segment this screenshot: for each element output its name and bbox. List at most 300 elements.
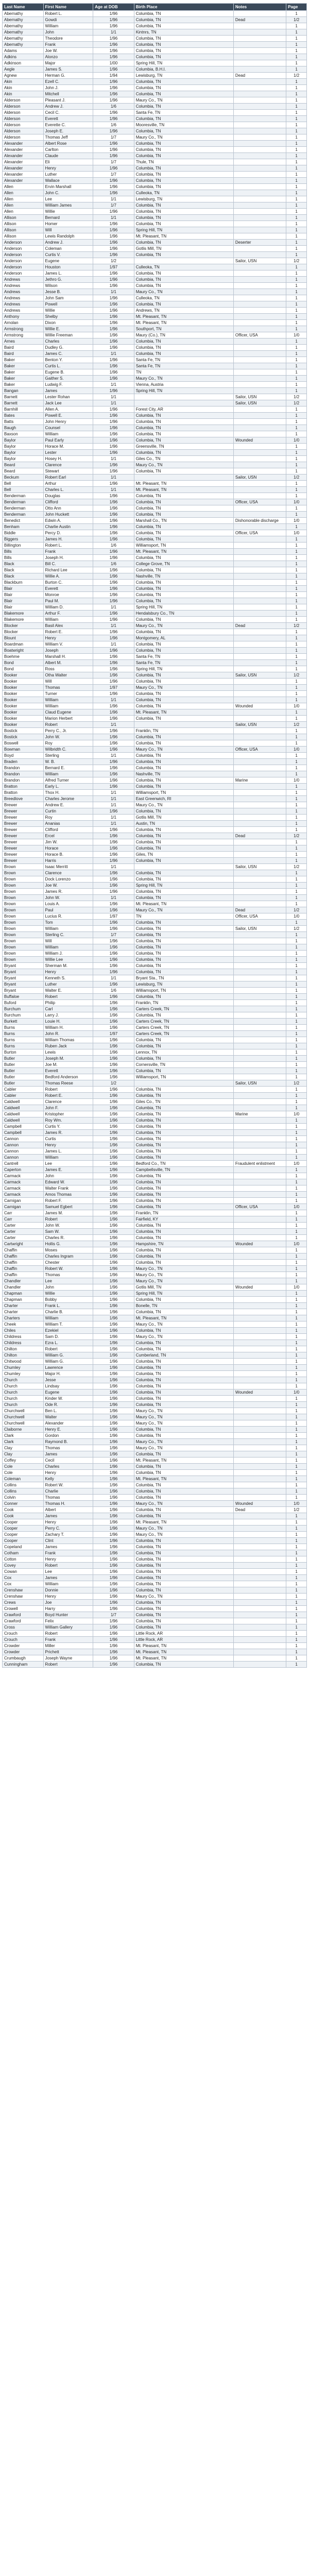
cell-last-name: Armstrong bbox=[3, 332, 44, 338]
cell-birth-place: Fairfield, KY bbox=[134, 1216, 233, 1223]
table-row bbox=[3, 864, 307, 870]
cell-page: 1 bbox=[286, 567, 307, 573]
cell-first-name: Wallace bbox=[43, 178, 93, 184]
table-row bbox=[3, 314, 307, 320]
cell-birth-place: Carters Creek, TN bbox=[134, 1006, 233, 1012]
header-last-name[interactable]: Last Name bbox=[3, 4, 44, 11]
cell-first-name: Charles Jerome bbox=[43, 796, 93, 802]
cell-notes bbox=[233, 938, 286, 944]
cell-age-at-dob: 1/7 bbox=[93, 159, 134, 165]
cell-age-at-dob: 1/96 bbox=[93, 209, 134, 215]
cell-page: 1 bbox=[286, 1346, 307, 1352]
cell-age-at-dob: 1/96 bbox=[93, 611, 134, 617]
cell-last-name: Benderman bbox=[3, 493, 44, 499]
cell-first-name: Percy D. bbox=[43, 530, 93, 536]
cell-birth-place: Columbia, TN bbox=[134, 530, 233, 536]
cell-notes bbox=[233, 1606, 286, 1612]
table-row bbox=[3, 215, 307, 221]
cell-first-name: Ben L. bbox=[43, 1408, 93, 1414]
table-row bbox=[3, 561, 307, 567]
cell-birth-place: Columbia, TN bbox=[134, 1470, 233, 1476]
cell-age-at-dob: 1/96 bbox=[93, 116, 134, 122]
cell-last-name: Caldwell bbox=[3, 1111, 44, 1117]
cell-birth-place: Columbia, TN bbox=[134, 524, 233, 530]
cell-notes bbox=[233, 29, 286, 36]
cell-page: 1 bbox=[286, 1062, 307, 1068]
cell-birth-place: Columbia, TN bbox=[134, 580, 233, 586]
cell-age-at-dob: 1/96 bbox=[93, 1266, 134, 1272]
cell-last-name: Brown bbox=[3, 926, 44, 932]
table-row bbox=[3, 134, 307, 141]
cell-last-name: Coleman bbox=[3, 1476, 44, 1482]
cell-last-name: Blair bbox=[3, 592, 44, 598]
cell-page: 1 bbox=[286, 944, 307, 951]
cell-last-name: Andrews bbox=[3, 301, 44, 308]
cell-page: 1 bbox=[286, 1185, 307, 1192]
cell-first-name: John C. bbox=[43, 190, 93, 196]
cell-birth-place: Santa Fe, TN bbox=[134, 363, 233, 369]
cell-birth-place: Columbia, TN bbox=[134, 1359, 233, 1365]
cell-notes bbox=[233, 505, 286, 512]
cell-notes bbox=[233, 406, 286, 413]
cell-page: 1 bbox=[286, 1179, 307, 1185]
cell-last-name: Childress bbox=[3, 1334, 44, 1340]
cell-page: 1/0 bbox=[286, 1389, 307, 1396]
table-row bbox=[3, 1501, 307, 1507]
cell-birth-place: Columbia, TN bbox=[134, 1043, 233, 1049]
cell-last-name: Bryant bbox=[3, 981, 44, 988]
cell-first-name: Prichett bbox=[43, 1649, 93, 1655]
cell-last-name: Beckum bbox=[3, 474, 44, 481]
cell-birth-place: Williamsport, TN bbox=[134, 543, 233, 549]
cell-page: 1 bbox=[286, 165, 307, 172]
cell-last-name: Childress bbox=[3, 1340, 44, 1346]
table-row bbox=[3, 1266, 307, 1272]
cell-age-at-dob: 1/96 bbox=[93, 1179, 134, 1185]
cell-first-name: Major bbox=[43, 60, 93, 66]
table-row bbox=[3, 394, 307, 400]
cell-notes bbox=[233, 1223, 286, 1229]
cell-page: 1 bbox=[286, 345, 307, 351]
cell-birth-place: Mt. Pleasant, TN bbox=[134, 1476, 233, 1482]
cell-age-at-dob: 1/96 bbox=[93, 1575, 134, 1581]
cell-birth-place: Columbia, TN bbox=[134, 1495, 233, 1501]
cell-first-name: William bbox=[43, 617, 93, 623]
cell-page: 1/0 bbox=[286, 777, 307, 784]
cell-last-name: Butler bbox=[3, 1068, 44, 1074]
cell-birth-place: Columbia, TN bbox=[134, 215, 233, 221]
cell-last-name: Anderson bbox=[3, 252, 44, 258]
cell-notes bbox=[233, 944, 286, 951]
table-row bbox=[3, 623, 307, 629]
cell-birth-place: Columbia, TN bbox=[134, 54, 233, 60]
cell-last-name: Crawford bbox=[3, 1612, 44, 1618]
cell-last-name: Baxson bbox=[3, 431, 44, 437]
cell-age-at-dob: 1/96 bbox=[93, 1087, 134, 1093]
cell-first-name: Powell E. bbox=[43, 413, 93, 419]
table-row bbox=[3, 116, 307, 122]
cell-last-name: Carter bbox=[3, 1235, 44, 1241]
cell-notes bbox=[233, 1272, 286, 1278]
cell-notes bbox=[233, 1074, 286, 1080]
table-row bbox=[3, 747, 307, 753]
cell-notes bbox=[233, 159, 286, 165]
cell-birth-place: Columbia, TN bbox=[134, 1229, 233, 1235]
cell-page: 1 bbox=[286, 351, 307, 357]
cell-first-name: Wilson bbox=[43, 283, 93, 289]
cell-age-at-dob: 1/96 bbox=[93, 1439, 134, 1445]
cell-birth-place: Santa Fe, TN bbox=[134, 357, 233, 363]
cell-birth-place: Maury Co., TN bbox=[134, 462, 233, 468]
cell-first-name: Thomas H. bbox=[43, 1501, 93, 1507]
cell-age-at-dob: 1/96 bbox=[93, 1068, 134, 1074]
cell-first-name: John J. bbox=[43, 85, 93, 91]
cell-first-name: Sherman M. bbox=[43, 963, 93, 969]
cell-first-name: Wilbridth C. bbox=[43, 747, 93, 753]
table-row bbox=[3, 549, 307, 555]
cell-notes: Sailor, USN bbox=[233, 400, 286, 406]
table-row bbox=[3, 1581, 307, 1587]
table-row bbox=[3, 839, 307, 845]
cell-page: 1 bbox=[286, 338, 307, 345]
cell-last-name: Blocker bbox=[3, 629, 44, 635]
cell-birth-place: Columbia, TN bbox=[134, 116, 233, 122]
cell-age-at-dob: 1/96 bbox=[93, 240, 134, 246]
cell-first-name: James bbox=[43, 1575, 93, 1581]
cell-birth-place: Columbia, TN bbox=[134, 1192, 233, 1198]
cell-age-at-dob: 1/96 bbox=[93, 889, 134, 895]
cell-page: 1 bbox=[286, 481, 307, 487]
cell-age-at-dob: 1/96 bbox=[93, 926, 134, 932]
cell-last-name: Barnett bbox=[3, 400, 44, 406]
cell-last-name: Bratton bbox=[3, 790, 44, 796]
table-row bbox=[3, 586, 307, 592]
cell-last-name: Cooper bbox=[3, 1526, 44, 1532]
cell-first-name: Alexander bbox=[43, 1420, 93, 1427]
cell-birth-place: Columbia, TN bbox=[134, 1563, 233, 1569]
cell-notes bbox=[233, 1235, 286, 1241]
cell-page: 1 bbox=[286, 1334, 307, 1340]
cell-first-name: Dudley G. bbox=[43, 345, 93, 351]
cell-page: 1 bbox=[286, 1587, 307, 1594]
cell-notes bbox=[233, 1303, 286, 1309]
cell-last-name: Alderson bbox=[3, 116, 44, 122]
cell-birth-place: Columbia, TN bbox=[134, 1148, 233, 1155]
cell-age-at-dob: 1/96 bbox=[93, 870, 134, 876]
cell-page: 1/2 bbox=[286, 672, 307, 679]
cell-notes bbox=[233, 1655, 286, 1662]
cell-last-name: Boardman bbox=[3, 641, 44, 648]
table-row bbox=[3, 363, 307, 369]
cell-birth-place: Nashville, TN bbox=[134, 771, 233, 777]
cell-last-name: Crowder bbox=[3, 1643, 44, 1649]
cell-first-name: Ezell C. bbox=[43, 79, 93, 85]
cell-last-name: Bratton bbox=[3, 784, 44, 790]
table-row bbox=[3, 1495, 307, 1501]
table-row bbox=[3, 740, 307, 747]
table-row bbox=[3, 450, 307, 456]
cell-last-name: Abernathy bbox=[3, 42, 44, 48]
cell-page: 1 bbox=[286, 889, 307, 895]
table-row bbox=[3, 1229, 307, 1235]
cell-page: 1 bbox=[286, 876, 307, 883]
cell-notes bbox=[233, 1321, 286, 1328]
cell-notes bbox=[233, 839, 286, 845]
cell-last-name: Akin bbox=[3, 79, 44, 85]
cell-notes bbox=[233, 629, 286, 635]
cell-last-name: Alexander bbox=[3, 147, 44, 153]
cell-notes: Dishonorable discharge bbox=[233, 518, 286, 524]
cell-last-name: Chapman bbox=[3, 1297, 44, 1303]
cell-notes: Officer, USA bbox=[233, 913, 286, 920]
cell-first-name: Willie bbox=[43, 1291, 93, 1297]
cell-notes: Sailor, USN bbox=[233, 672, 286, 679]
table-row bbox=[3, 1136, 307, 1142]
cell-age-at-dob: 1/96 bbox=[93, 1272, 134, 1278]
header-age-at-dob[interactable]: Age at DOB bbox=[93, 4, 134, 11]
cell-first-name: Harris bbox=[43, 858, 93, 864]
cell-page: 1 bbox=[286, 1526, 307, 1532]
cell-page: 1 bbox=[286, 1624, 307, 1631]
table-row bbox=[3, 815, 307, 821]
cell-first-name: William Thomas bbox=[43, 1037, 93, 1043]
header-page[interactable]: Page bbox=[286, 4, 307, 11]
cell-last-name: Carr bbox=[3, 1216, 44, 1223]
cell-age-at-dob: 1/96 bbox=[93, 771, 134, 777]
table-row bbox=[3, 474, 307, 481]
cell-first-name: Ezekiel bbox=[43, 1328, 93, 1334]
table-row bbox=[3, 42, 307, 48]
cell-age-at-dob: 1/96 bbox=[93, 1161, 134, 1167]
cell-age-at-dob: 1/96 bbox=[93, 1235, 134, 1241]
table-row bbox=[3, 1464, 307, 1470]
cell-notes bbox=[233, 289, 286, 295]
table-row bbox=[3, 907, 307, 913]
cell-first-name: James H. bbox=[43, 536, 93, 543]
cell-birth-place: Lewisburg, TN bbox=[134, 981, 233, 988]
cell-page: 1 bbox=[286, 604, 307, 611]
table-row bbox=[3, 382, 307, 388]
table-row bbox=[3, 1371, 307, 1377]
cell-age-at-dob: 1/96 bbox=[93, 1012, 134, 1019]
cell-age-at-dob: 1/96 bbox=[93, 1142, 134, 1148]
cell-last-name: Crowder bbox=[3, 1649, 44, 1655]
cell-page: 1/2 bbox=[286, 926, 307, 932]
cell-first-name: Alfred Turner bbox=[43, 777, 93, 784]
cell-last-name: Campbell bbox=[3, 1130, 44, 1136]
table-row bbox=[3, 1488, 307, 1495]
cell-age-at-dob: 1/96 bbox=[93, 1538, 134, 1544]
cell-birth-place: Mt. Pleasant, TN bbox=[134, 233, 233, 240]
cell-page: 1 bbox=[286, 1074, 307, 1080]
cell-age-at-dob: 1/96 bbox=[93, 1482, 134, 1488]
cell-page: 1 bbox=[286, 845, 307, 852]
cell-notes bbox=[233, 1105, 286, 1111]
cell-last-name: Booker bbox=[3, 691, 44, 697]
cell-age-at-dob: 1/7 bbox=[93, 932, 134, 938]
cell-last-name: Cotton bbox=[3, 1556, 44, 1563]
cell-birth-place: Columbia, TN bbox=[134, 419, 233, 425]
cell-first-name: Boyd Hunter bbox=[43, 1612, 93, 1618]
cell-page: 1 bbox=[286, 654, 307, 660]
cell-first-name: William bbox=[43, 1155, 93, 1161]
cell-notes bbox=[233, 753, 286, 759]
cell-page: 1 bbox=[286, 1563, 307, 1569]
cell-first-name: Lee bbox=[43, 1278, 93, 1284]
cell-notes bbox=[233, 740, 286, 747]
cell-age-at-dob: 1/96 bbox=[93, 938, 134, 944]
cell-last-name: Baker bbox=[3, 382, 44, 388]
cell-first-name: Joseph H. bbox=[43, 555, 93, 561]
cell-age-at-dob: 1/96 bbox=[93, 376, 134, 382]
cell-notes bbox=[233, 1439, 286, 1445]
cell-page: 1 bbox=[286, 1019, 307, 1025]
cell-age-at-dob: 1/96 bbox=[93, 1124, 134, 1130]
cell-page: 1 bbox=[286, 1216, 307, 1223]
cell-last-name: Alderson bbox=[3, 110, 44, 116]
cell-page: 1 bbox=[286, 382, 307, 388]
cell-notes: Wounded bbox=[233, 703, 286, 709]
cell-notes bbox=[233, 134, 286, 141]
cell-age-at-dob: 1/96 bbox=[93, 462, 134, 468]
table-row bbox=[3, 777, 307, 784]
cell-last-name: Coffey bbox=[3, 1458, 44, 1464]
cell-first-name: John Sam bbox=[43, 295, 93, 301]
cell-page: 1/0 bbox=[286, 1284, 307, 1291]
cell-first-name: Will bbox=[43, 938, 93, 944]
cell-birth-place: Columbia, TN bbox=[134, 617, 233, 623]
cell-first-name: Samuel Egbert bbox=[43, 1204, 93, 1210]
cell-last-name: Booker bbox=[3, 697, 44, 703]
cell-first-name: Bedford Anderson bbox=[43, 1074, 93, 1080]
cell-notes bbox=[233, 388, 286, 394]
cell-first-name: Marion Herbert bbox=[43, 716, 93, 722]
cell-birth-place: Columbia, TN bbox=[134, 172, 233, 178]
cell-first-name: John bbox=[43, 29, 93, 36]
cell-birth-place: Santa Fe, TN bbox=[134, 654, 233, 660]
cell-page: 1 bbox=[286, 808, 307, 815]
cell-age-at-dob: 1/1 bbox=[93, 29, 134, 36]
cell-birth-place: Hendalsbury Co., TN bbox=[134, 611, 233, 617]
table-row bbox=[3, 406, 307, 413]
cell-birth-place: Columbia, TN bbox=[134, 505, 233, 512]
cell-last-name: Chaffin bbox=[3, 1247, 44, 1253]
cell-page: 1 bbox=[286, 1612, 307, 1618]
cell-age-at-dob: 1/1 bbox=[93, 815, 134, 821]
cell-first-name: Mitchell bbox=[43, 91, 93, 97]
cell-age-at-dob: 1/96 bbox=[93, 845, 134, 852]
cell-birth-place: Columbia, TN bbox=[134, 895, 233, 901]
cell-first-name: Chester bbox=[43, 1260, 93, 1266]
cell-age-at-dob: 1/1 bbox=[93, 821, 134, 827]
cell-last-name: Clark bbox=[3, 1439, 44, 1445]
cell-page: 1 bbox=[286, 697, 307, 703]
cell-page: 1 bbox=[286, 1105, 307, 1111]
cell-last-name: Bond bbox=[3, 666, 44, 672]
cell-birth-place: Spring Hill, TN bbox=[134, 666, 233, 672]
cell-last-name: Black bbox=[3, 573, 44, 580]
cell-last-name: Cabler bbox=[3, 1093, 44, 1099]
cell-page: 1 bbox=[286, 1606, 307, 1612]
cell-notes bbox=[233, 555, 286, 561]
cell-age-at-dob: 1/97 bbox=[93, 913, 134, 920]
cell-page: 1 bbox=[286, 221, 307, 227]
table-row bbox=[3, 66, 307, 73]
cell-notes bbox=[233, 1025, 286, 1031]
header-row bbox=[3, 4, 307, 11]
cell-first-name: Sam W. bbox=[43, 1229, 93, 1235]
cell-page: 1 bbox=[286, 172, 307, 178]
table-row bbox=[3, 889, 307, 895]
cell-last-name: Baylor bbox=[3, 437, 44, 444]
cell-first-name: Kelly bbox=[43, 1476, 93, 1482]
cell-notes bbox=[233, 1155, 286, 1161]
cell-page: 1 bbox=[286, 555, 307, 561]
cell-birth-place: Columbia, TN bbox=[134, 1309, 233, 1315]
cell-birth-place: Carters Creek, TN bbox=[134, 1031, 233, 1037]
cell-age-at-dob: 1/96 bbox=[93, 1167, 134, 1173]
cell-last-name: Carter bbox=[3, 1229, 44, 1235]
cell-notes bbox=[233, 178, 286, 184]
cell-notes: Wounded bbox=[233, 1389, 286, 1396]
cell-first-name: Early L. bbox=[43, 784, 93, 790]
cell-age-at-dob: 1/96 bbox=[93, 1458, 134, 1464]
cell-last-name: Booker bbox=[3, 703, 44, 709]
cell-age-at-dob: 1/96 bbox=[93, 709, 134, 716]
cell-birth-place: Columbia, TN bbox=[134, 858, 233, 864]
header-notes[interactable]: Notes bbox=[233, 4, 286, 11]
cell-age-at-dob: 1/96 bbox=[93, 481, 134, 487]
cell-birth-place: Little Rock, AR bbox=[134, 1637, 233, 1643]
cell-last-name: Cunningham bbox=[3, 1662, 44, 1668]
cell-page: 1 bbox=[286, 932, 307, 938]
cell-notes bbox=[233, 301, 286, 308]
cell-notes bbox=[233, 536, 286, 543]
header-first-name[interactable]: First Name bbox=[43, 4, 93, 11]
cell-page: 1 bbox=[286, 1056, 307, 1062]
cell-notes bbox=[233, 994, 286, 1000]
cell-first-name: Charlie B. bbox=[43, 1309, 93, 1315]
cell-last-name: Brown bbox=[3, 951, 44, 957]
cell-last-name: Carmack bbox=[3, 1192, 44, 1198]
header-birth-place[interactable]: Birth Place bbox=[134, 4, 233, 11]
cell-first-name: James S. bbox=[43, 66, 93, 73]
cell-notes bbox=[233, 1631, 286, 1637]
cell-last-name: Anthony bbox=[3, 314, 44, 320]
cell-last-name: Churchwell bbox=[3, 1414, 44, 1420]
cell-birth-place: Columbia, TN bbox=[134, 1105, 233, 1111]
table-row bbox=[3, 1383, 307, 1389]
cell-first-name: Ercel bbox=[43, 833, 93, 839]
cell-birth-place: Columbia, TN bbox=[134, 345, 233, 351]
cell-notes bbox=[233, 351, 286, 357]
cell-age-at-dob: 1/96 bbox=[93, 1420, 134, 1427]
cell-notes: Deserter bbox=[233, 240, 286, 246]
cell-page: 1 bbox=[286, 1408, 307, 1414]
cell-age-at-dob: 1/96 bbox=[93, 1315, 134, 1321]
cell-age-at-dob: 1/96 bbox=[93, 110, 134, 116]
cell-age-at-dob: 1/96 bbox=[93, 42, 134, 48]
cell-page: 1/0 bbox=[286, 703, 307, 709]
table-row bbox=[3, 827, 307, 833]
table-row bbox=[3, 790, 307, 796]
table-row bbox=[3, 530, 307, 536]
cell-last-name: Barnett bbox=[3, 394, 44, 400]
cell-age-at-dob: 1/96 bbox=[93, 1371, 134, 1377]
table-row bbox=[3, 320, 307, 326]
cell-last-name: Boyd bbox=[3, 753, 44, 759]
cell-first-name: Lester Rohan bbox=[43, 394, 93, 400]
